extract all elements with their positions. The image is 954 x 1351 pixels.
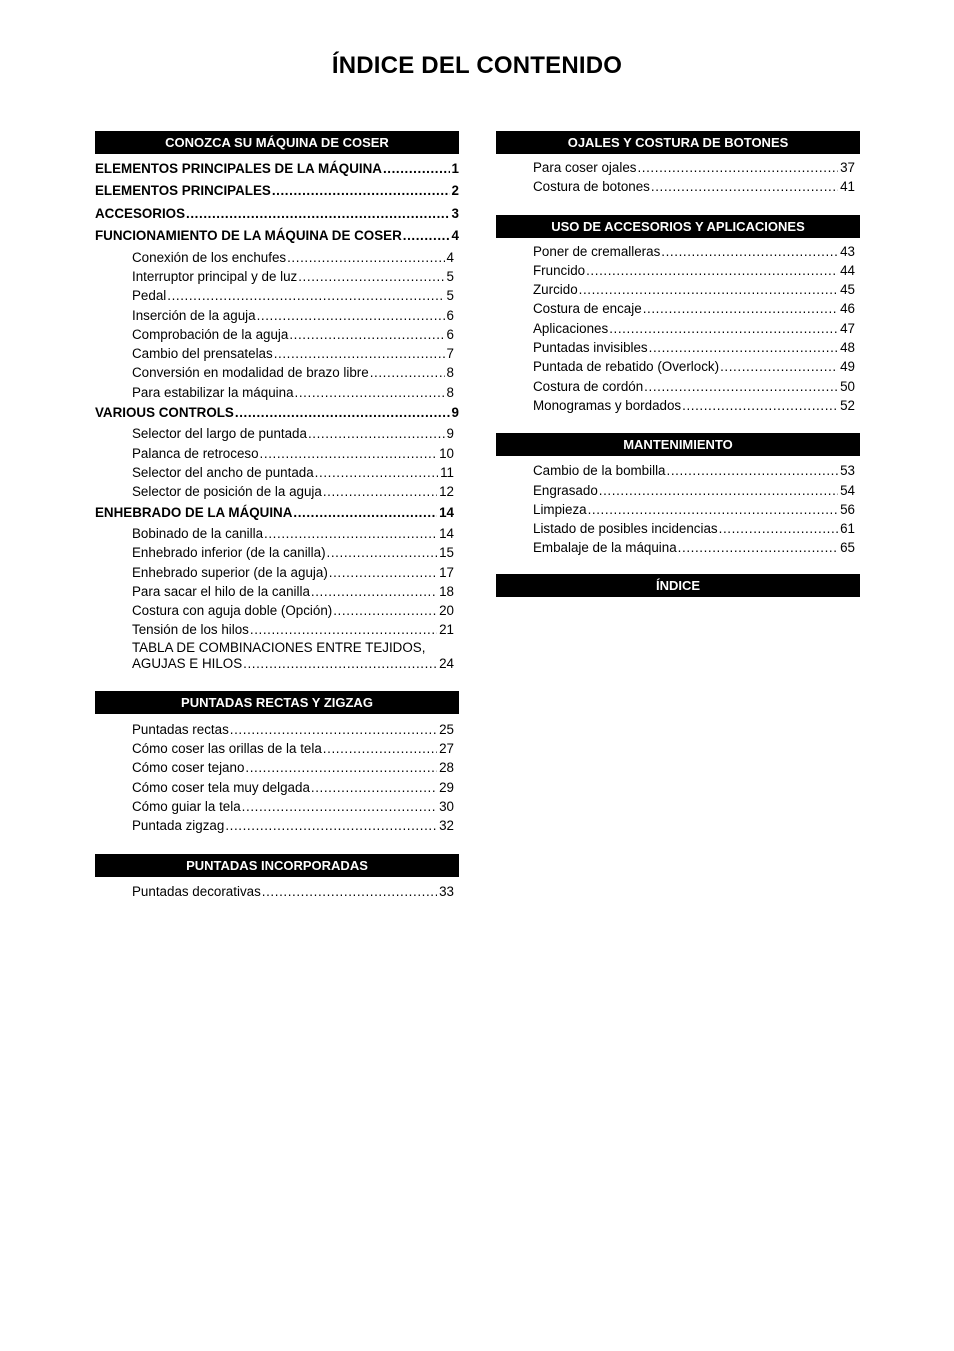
- toc-subentry[interactable]: Tensión de los hilos ..... 21: [95, 620, 459, 639]
- section-header: OJALES Y COSTURA DE BOTONES: [496, 131, 860, 154]
- toc-subentry[interactable]: Puntadas invisibles ..... 48: [496, 338, 860, 357]
- toc-subentry[interactable]: Aplicaciones ..... 47: [496, 319, 860, 338]
- toc-subentry[interactable]: Bobinado de la canilla ..... 14: [95, 524, 459, 543]
- section-indice: [496, 574, 860, 597]
- section-header: PUNTADAS RECTAS Y ZIGZAG: [95, 691, 459, 714]
- toc-subentry[interactable]: Puntada de rebatido (Overlock) ..... 49: [496, 357, 860, 376]
- toc-subentry[interactable]: Listado de posibles incidencias ..... 61: [496, 519, 860, 538]
- section-header: CONOZCA SU MÁQUINA DE COSER: [95, 131, 459, 154]
- toc-subentry[interactable]: Poner de cremalleras ..... 43: [496, 242, 860, 261]
- toc-subentry[interactable]: Monogramas y bordados ..... 52: [496, 396, 860, 415]
- toc-subentry[interactable]: Costura de encaje ..... 46: [496, 299, 860, 318]
- toc-subentry[interactable]: Conversión en modalidad de brazo libre ..... 8: [95, 363, 459, 382]
- toc-left-column: [95, 131, 459, 901]
- toc-entry[interactable]: ELEMENTOS PRINCIPALES ..... 2: [95, 180, 459, 202]
- section-conozca: [95, 131, 459, 673]
- toc-subentry[interactable]: Costura de botones ..... 41: [496, 177, 860, 196]
- toc-subentry[interactable]: Fruncido ..... 44: [496, 261, 860, 280]
- section-puntadas-incorporadas: [95, 854, 459, 901]
- toc-subentry[interactable]: Enhebrado inferior (de la canilla) ..... 15: [95, 543, 459, 562]
- page-title: ÍNDICE DEL CONTENIDO: [331, 52, 623, 79]
- toc-subentry[interactable]: Para coser ojales ..... 37: [496, 158, 860, 177]
- toc-subentry[interactable]: Limpieza ..... 56: [496, 500, 860, 519]
- toc-subentry[interactable]: Pedal ..... 5: [95, 286, 459, 305]
- toc-subentry[interactable]: Cambio de la bombilla ..... 53: [496, 461, 860, 480]
- toc-subentry[interactable]: Zurcido ..... 45: [496, 280, 860, 299]
- toc-subentry[interactable]: Embalaje de la máquina ..... 65: [496, 538, 860, 557]
- toc-subentry[interactable]: Cambio del prensatelas ..... 7: [95, 344, 459, 363]
- section-puntadas-rectas: [95, 691, 459, 836]
- toc-subentry[interactable]: Cómo coser las orillas de la tela ..... 27: [95, 739, 459, 758]
- toc-entry[interactable]: FUNCIONAMIENTO DE LA MÁQUINA DE COSER ..... 4: [95, 225, 459, 247]
- toc-subentry-multiline[interactable]: TABLA DE COMBINACIONES ENTRE TEJIDOS, AGUJAS E HILOS ..... 24: [95, 640, 459, 673]
- toc-entry[interactable]: ENHEBRADO DE LA MÁQUINA ..... 14: [95, 502, 459, 524]
- toc-subentry[interactable]: Interruptor principal y de luz ..... 5: [95, 267, 459, 286]
- section-header: MANTENIMIENTO: [496, 433, 860, 456]
- toc-subentry[interactable]: Comprobación de la aguja ..... 6: [95, 325, 459, 344]
- section-header: USO DE ACCESORIOS Y APLICACIONES: [496, 215, 860, 238]
- toc-subentry[interactable]: Cómo coser tejano ..... 28: [95, 758, 459, 777]
- toc-right-column: [496, 131, 860, 597]
- toc-subentry[interactable]: Conexión de los enchufes ..... 4: [95, 248, 459, 267]
- toc-subentry[interactable]: Palanca de retroceso ..... 10: [95, 444, 459, 463]
- toc-entry[interactable]: ACCESORIOS ..... 3: [95, 203, 459, 225]
- toc-subentry[interactable]: Costura con aguja doble (Opción) ..... 20: [95, 601, 459, 620]
- toc-subentry[interactable]: Para sacar el hilo de la canilla ..... 18: [95, 582, 459, 601]
- section-accesorios-aplicaciones: [496, 215, 860, 416]
- toc-subentry[interactable]: Selector de posición de la aguja ..... 12: [95, 482, 459, 501]
- section-header[interactable]: ÍNDICE: [496, 574, 860, 597]
- toc-subentry[interactable]: Cómo coser tela muy delgada ..... 29: [95, 778, 459, 797]
- toc-entry[interactable]: ELEMENTOS PRINCIPALES DE LA MÁQUINA ..... 1: [95, 158, 459, 180]
- toc-subentry[interactable]: Para estabilizar la máquina ..... 8: [95, 383, 459, 402]
- toc-subentry[interactable]: Engrasado ..... 54: [496, 481, 860, 500]
- toc-subentry[interactable]: Selector del largo de puntada ..... 9: [95, 424, 459, 443]
- toc-subentry[interactable]: Puntadas rectas ..... 25: [95, 720, 459, 739]
- section-mantenimiento: [496, 433, 860, 557]
- toc-subentry[interactable]: Enhebrado superior (de la aguja) ..... 17: [95, 563, 459, 582]
- toc-subentry[interactable]: Costura de cordón ..... 50: [496, 377, 860, 396]
- toc-subentry[interactable]: Selector del ancho de puntada ..... 11: [95, 463, 459, 482]
- toc-subentry[interactable]: Inserción de la aguja ..... 6: [95, 306, 459, 325]
- section-ojales: [496, 131, 860, 197]
- toc-subentry[interactable]: Cómo guiar la tela ..... 30: [95, 797, 459, 816]
- toc-subentry[interactable]: Puntadas decorativas ..... 33: [95, 882, 459, 901]
- toc-entry[interactable]: VARIOUS CONTROLS ..... 9: [95, 402, 459, 424]
- section-header: PUNTADAS INCORPORADAS: [95, 854, 459, 877]
- toc-subentry[interactable]: Puntada zigzag ..... 32: [95, 816, 459, 835]
